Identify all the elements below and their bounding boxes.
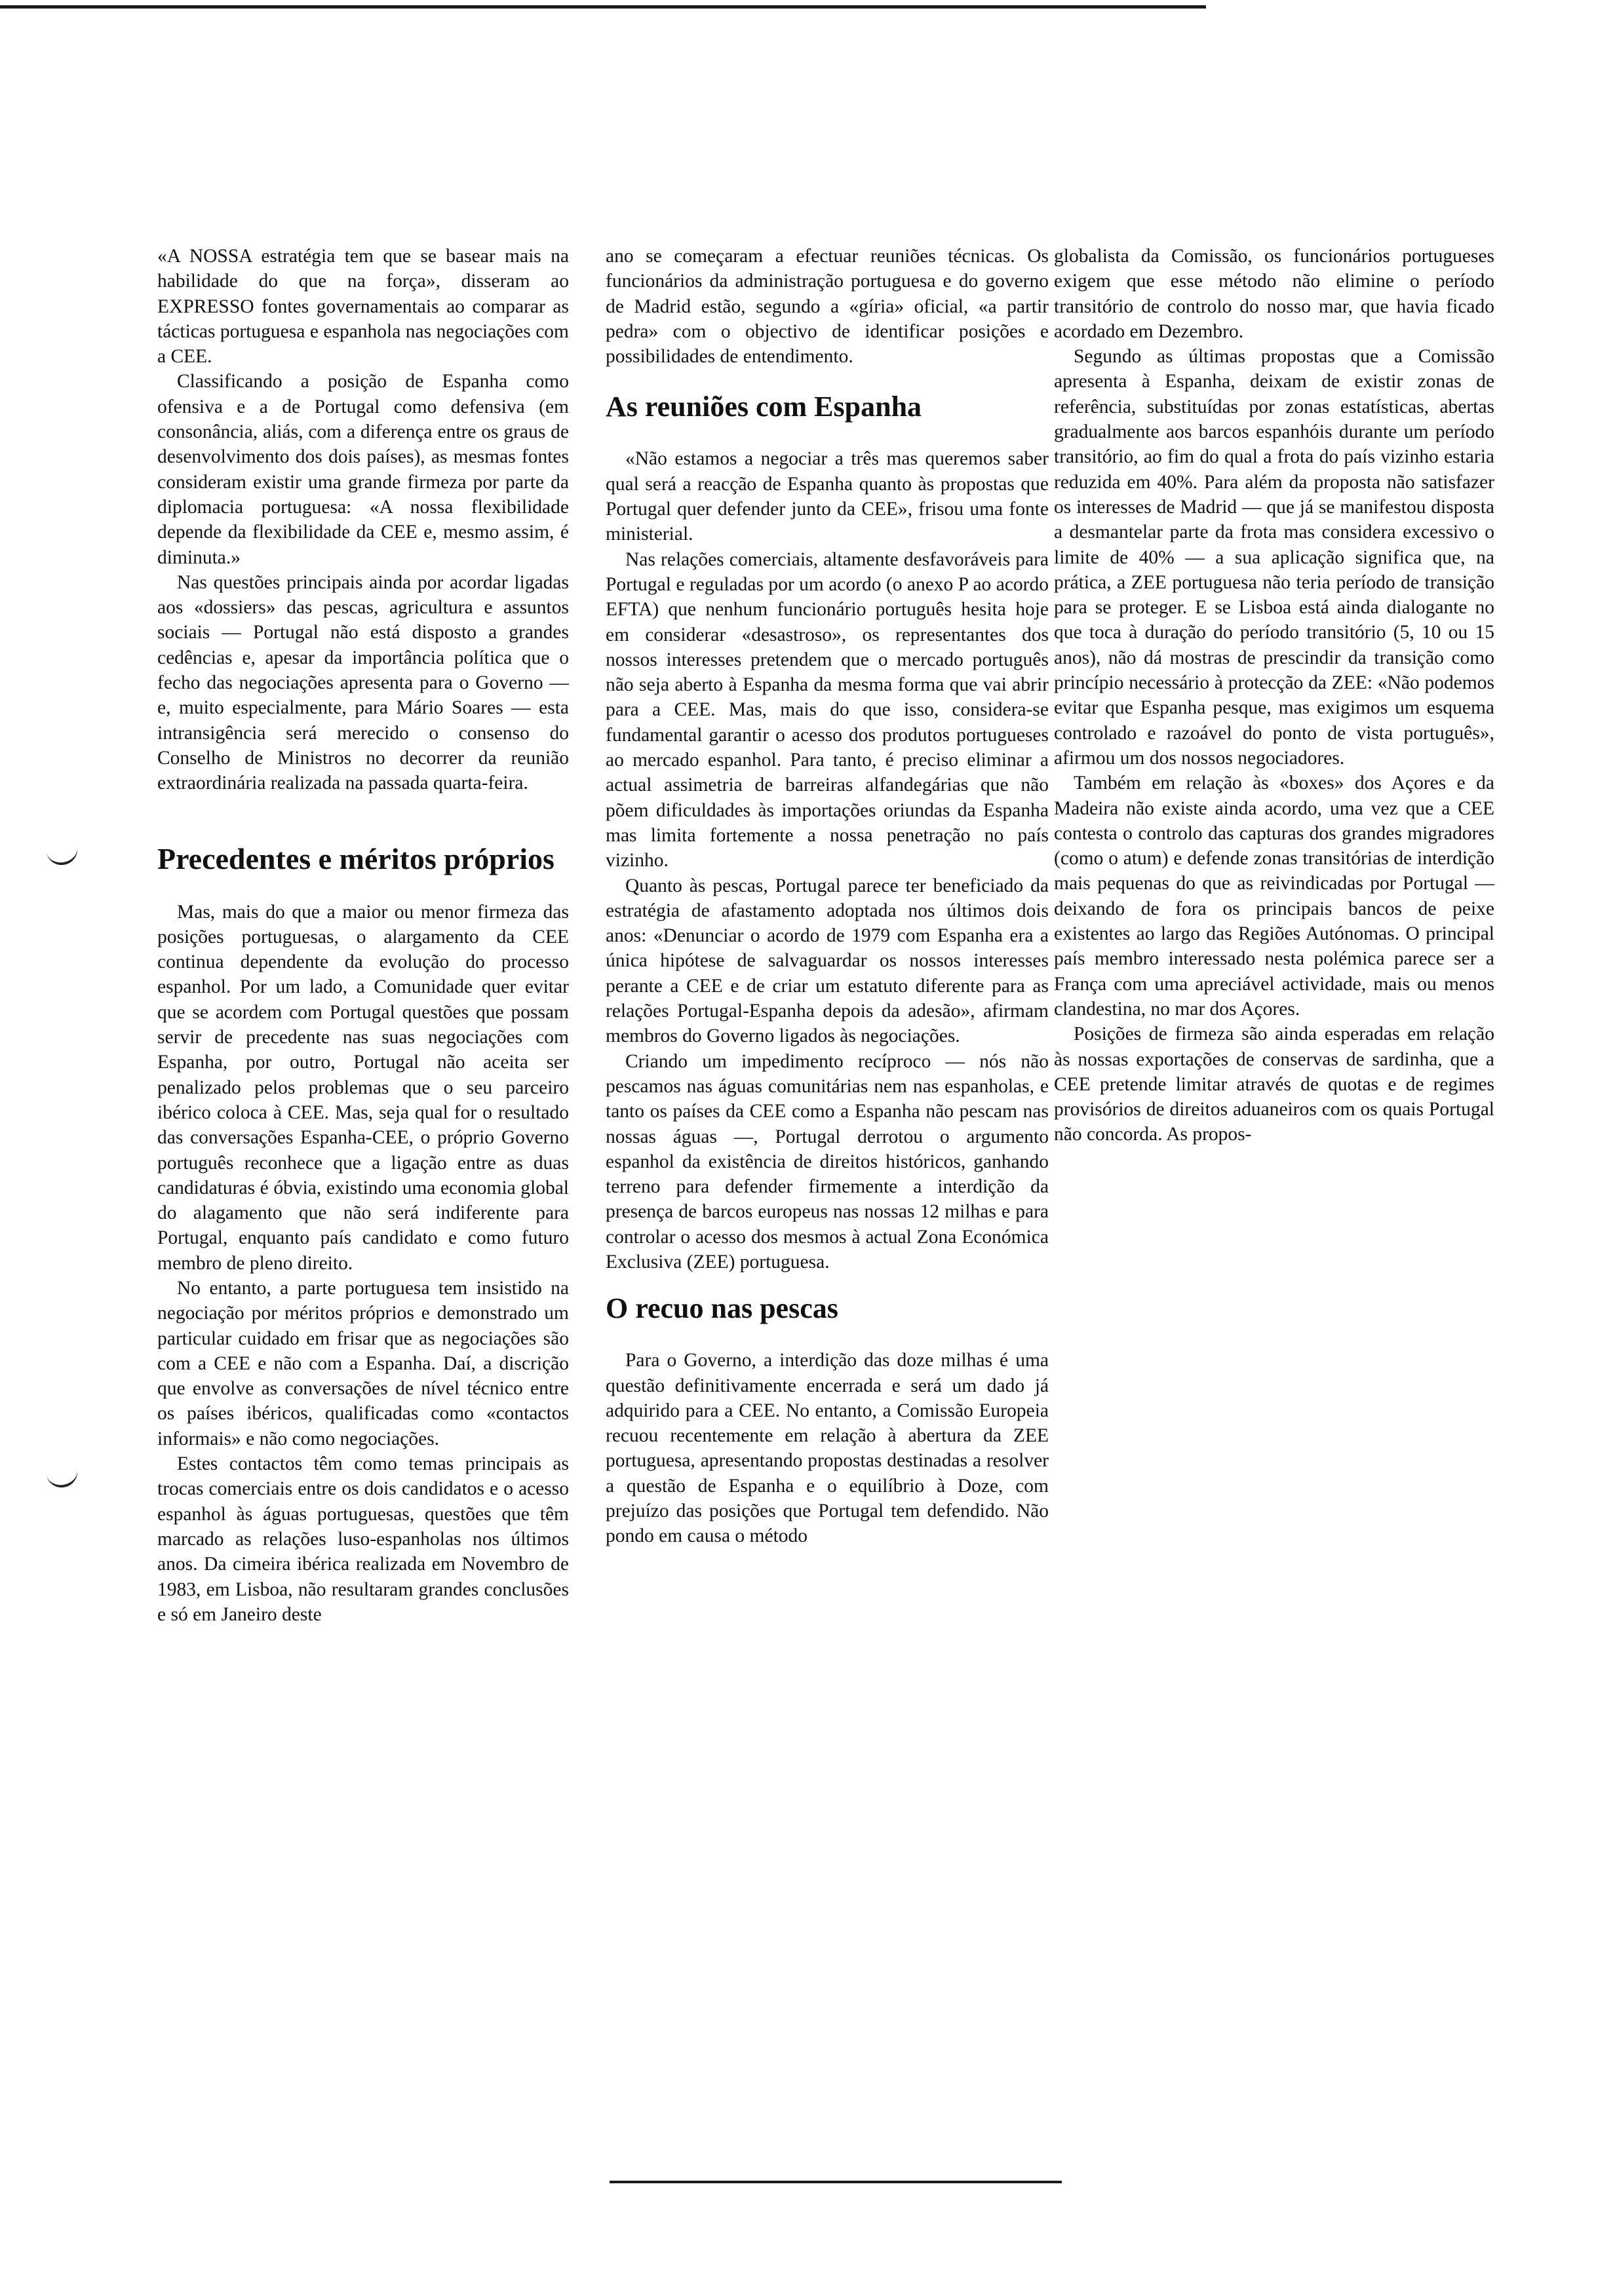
paragraph: globalista da Comissão, os funcionários portugueses exigem que esse método não elimine o período transitório de controlo do nosso mar, que havia ficado acordado em Dezembro. xyxy=(1054,246,1494,342)
paragraph: Quanto às pescas, Portugal parece ter beneficiado da estratégia de afastamento adoptada nos últimos dois anos: «Denunciar o acordo de 1979 com Espanha era a única hipótese de salvaguardar os nossos interesses perante a CEE e de criar um estatuto diferente para as relações Portugal-Espanha depois da adesão», afirmam membros do Governo ligados às negociações. xyxy=(606,875,1049,1047)
paragraph: Nas questões principais ainda por acordar ligadas aos «dossiers» das pescas, agricultura e assuntos sociais — Portugal não está disposto a grandes cedências e, apesar da importância política que o fecho das negociações apresenta para o Governo — e, muito especialmente, para Mário Soares — esta intransigência será merecido o consenso do Conselho de Ministros no decorrer da reunião extraordinária realizada na passada quarta-feira. xyxy=(157,571,569,794)
paragraph: Nas relações comerciais, altamente desfavoráveis para Portugal e reguladas por um acordo (o anexo P ao acordo EFTA) que nenhum funcionário português hesita hoje em considerar «desastroso», os representantes dos nossos interesses pretendem que o mercado português não seja aberto à Espanha da mesma forma que vai abrir para a CEE. Mas, mais do que isso, considera-se fundamental garantir o acesso dos produtos portugueses ao mercado espanhol. Para tanto, é preciso eliminar a actual assimetria de barreiras alfandegárias que não põem dificuldades às importações oriundas da Espanha mas limita fortemente a nossa penetração no país vizinho. xyxy=(606,548,1049,871)
paragraph: Para o Governo, a interdição das doze milhas é uma questão definitivamente encerrada e será um dado já adquirido para a CEE. No entanto, a Comissão Europeia recuou recentemente em relação à abertura da ZEE portuguesa, apresentando propostas destinadas a resolver a questão de Espanha e o equilíbrio à Doze, com prejuízo das posições que Portugal tem defendido. Não pondo em causa o método xyxy=(606,1350,1049,1547)
article-column-3 xyxy=(1054,244,1494,1147)
paragraph: Segundo as últimas propostas que a Comissão apresenta à Espanha, deixam de existir zonas de referência, substituídas por zonas estatísticas, abertas gradualmente aos barcos espanhóis durante um período transitório, ao fim do qual a frota do país vizinho estaria reduzida em 40%. Para além da proposta não satisfazer os interesses de Madrid — que já se manifestou disposta a desmantelar parte da frota mas considera excessivo o limite de 40% — a sua aplicação significa que, na prática, a ZEE portuguesa não teria período de transição para se proteger. E se Lisboa está ainda dialogante no que toca à duração do período transitório (5, 10 ou 15 anos), não dá mostras de prescindir da transição como princípio necessário à protecção da ZEE: «Não podemos evitar que Espanha pesque, mas exigimos um esquema controlado e razoável do ponto de vista português», afirmou um dos nossos negociadores. xyxy=(1054,346,1494,769)
article-end-rule xyxy=(610,2181,1062,2183)
paragraph: Criando um impedimento recíproco — nós não pescamos nas águas comunitárias nem nas espanholas, e tanto os países da CEE como a Espanha não pescam nas nossas águas —, Portugal derrotou o argumento espanhol da existência de direitos históricos, ganhando terreno para defender firmemente a interdição da presença de barcos europeus nas nossas 12 milhas e para controlar o acesso dos mesmos à actual Zona Económica Exclusiva (ZEE) portuguesa. xyxy=(606,1050,1049,1272)
paragraph: ano se começaram a efectuar reuniões técnicas. Os funcionários da administração portuguesa e do governo de Madrid estão, segundo a «gíria» oficial, «a partir pedra» com o objectivo de identificar posições e possibilidades de entendimento. xyxy=(606,246,1049,368)
section-heading: Precedentes e méritos próprios xyxy=(157,841,555,875)
paragraph: «Não estamos a negociar a três mas queremos saber qual será a reacção de Espanha quanto às propostas que Portugal quer defender junto da CEE», frisou uma fonte ministerial. xyxy=(606,448,1049,545)
article-column-1 xyxy=(157,244,569,1627)
paragraph: Estes contactos têm como temas principais as trocas comerciais entre os dois candidatos e o acesso espanhol às águas portuguesas, questões que têm marcado as relações luso-espanholas nos últimos anos. Da cimeira ibérica realizada em Novembro de 1983, em Lisboa, não resultaram grandes conclusões e só em Janeiro deste xyxy=(157,1453,569,1625)
paragraph: Mas, mais do que a maior ou menor firmeza das posições portuguesas, o alargamento da CEE continua dependente da evolução do processo espanhol. Por um lado, a Comunidade quer evitar que se acordem com Portugal questões que possam servir de precedente nas suas negociações com Espanha, por outro, Portugal não aceita ser penalizado pelos problemas que o seu parceiro ibérico coloca à CEE. Mas, seja qual for o resultado das conversações Espanha-CEE, o próprio Governo português reconhece que a ligação entre as duas candidaturas é óbvia, existindo uma economia global do alagamento que não será indiferente para Portugal, enquanto país candidato e como futuro membro de pleno direito. xyxy=(157,901,569,1274)
paragraph: Posições de firmeza são ainda esperadas em relação às nossas exportações de conservas de sardinha, que a CEE pretende limitar através de quotas e de regimes provisórios de direitos aduaneiros com os quais Portugal não concorda. As propos- xyxy=(1054,1024,1494,1145)
section-heading: As reuniões com Espanha xyxy=(606,391,922,423)
section-heading: O recuo nas pescas xyxy=(606,1292,838,1325)
paragraph: No entanto, a parte portuguesa tem insistido na negociação por méritos próprios e demonstrado um particular cuidado em frisar que as negociações são com a CEE e não com a Espanha. Daí, a discrição que envolve as conversações de nível técnico entre os países ibéricos, qualificadas como «contactos informais» e não como negociações. xyxy=(157,1277,569,1449)
paragraph: Classificando a posição de Espanha como ofensiva e a de Portugal como defensiva (em consonância, aliás, com a diferença entre os graus de desenvolvimento dos dois países), as mesmas fontes consideram existir uma grande firmeza por parte da diplomacia portuguesa: «A nossa flexibilidade depende da flexibilidade da CEE e, mesmo assim, é diminuta.» xyxy=(157,371,569,568)
top-rule xyxy=(0,5,1206,9)
paragraph: «A NOSSA estratégia tem que se basear mais na habilidade do que na força», disseram ao EXPRESSO fontes governamentais ao comparar as tácticas portuguesa e espanhola nas negociações com a CEE. xyxy=(157,246,569,368)
binder-hole-mark xyxy=(46,845,80,868)
paragraph: Também em relação às «boxes» dos Açores e da Madeira não existe ainda acordo, uma vez que a CEE contesta o controlo das capturas dos grandes migradores (como o atum) e defende zonas transitórias de interdição mais pequenas do que as reivindicadas por Portugal — deixando de fora os principais bancos de peixe existentes ao largo das Regiões Autónomas. O principal país membro interessado nesta polémica parece ser a França com uma apreciável actividade, mais ou menos clandestina, no mar dos Açores. xyxy=(1054,773,1494,1020)
binder-hole-mark xyxy=(46,1468,80,1490)
article-column-2 xyxy=(606,244,1049,1549)
